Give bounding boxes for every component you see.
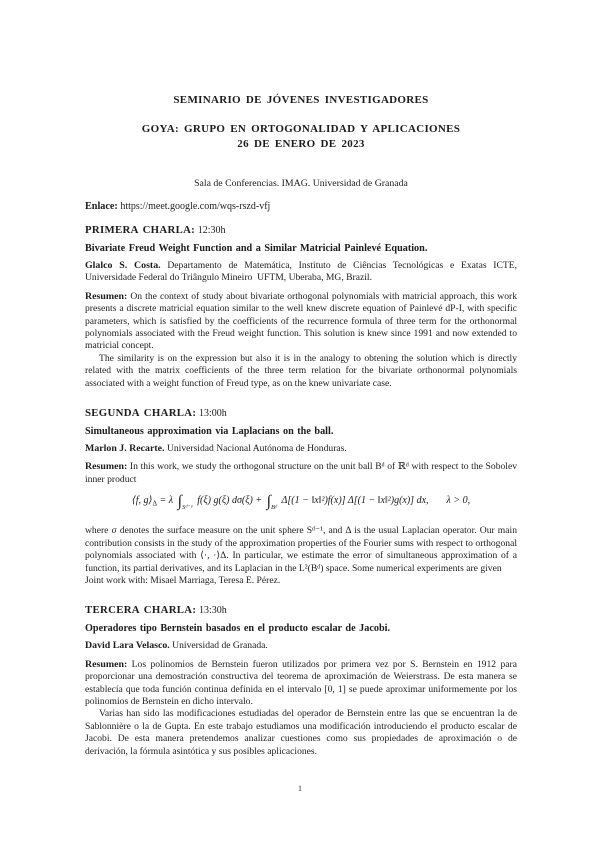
link-label: Enlace: — [85, 201, 118, 212]
event-title-block — [85, 122, 517, 152]
talk-1-affiliation: Departamento de Matemática, Instituto de Ciências Tecnológicas e Exatas ICTE, Universidade Federal do Triângulo Mineiro UFTM, Uberaba, MG, Brazil. — [85, 260, 518, 284]
integral-sphere-domain: Sᵈ⁻¹ — [181, 504, 193, 512]
event-date: 26 DE ENERO DE 2023 — [237, 138, 365, 150]
talk-2-resumen-label: Resumen: — [85, 461, 128, 473]
integral-ball-domain: Bᵈ — [270, 504, 278, 512]
talk-1-abstract-1-text: On the context of study about bivariate orthogonal polynomials with matricial approach, this work presents a discrete matricial equation similar to the well knew discrete equation of Painlevé dP-I, with specific parameters, which is satisfied by the coefficients of the recurrence formula of three term for the orthonormal polynomials associated with the Freud weight function. This solution is knew since 1991 and now extended to matricial concept. — [85, 290, 517, 352]
talk-3-resumen-label: Resumen: — [85, 658, 128, 670]
meeting-link[interactable]: https://meet.google.com/wqs-rszd-vfj — [120, 201, 271, 212]
venue-line: Sala de Conferencias. IMAG. Universidad de Granada — [194, 178, 408, 189]
talk-1-speaker-line — [85, 260, 517, 285]
formula-lhs-sub: Δ — [152, 499, 157, 508]
talk-1-speaker: Glalco S. Costa. — [85, 260, 161, 271]
talk-1-abstract-1 — [85, 291, 517, 353]
talk-3-time: 13:30h — [198, 605, 227, 617]
talk-2-abstract-intro-text: In this work, we study the orthogonal structure on the unit ball Bᵈ of ℝᵈ with respect to the Sobolev inner product — [85, 461, 518, 485]
talk-3-speaker-line — [85, 640, 517, 652]
sobolev-inner-product-formula — [85, 491, 517, 518]
integral-sign-sphere: ∫ — [177, 493, 182, 511]
talk-1-heading-label: PRIMERA CHARLA: — [85, 224, 196, 236]
talk-3-abstract-1-text: Los polinomios de Bernstein fueron utilizados por primera vez por S. Bernstein en 1912 para proporcionar una demostración constructiva del teorema de aproximación de Weierstrass. De esta manera se establecía que toda función continua definida en el intervalo [0, 1] se puede aproximar uniformemente por los polinomios de Bernstein en dicho intervalo. — [85, 658, 517, 707]
formula-condition: λ > 0, — [446, 495, 471, 507]
page-number: 1 — [297, 784, 303, 793]
talk-3-section — [85, 604, 517, 758]
talk-2-speaker: Marlon J. Recarte. — [85, 443, 165, 455]
formula-mid-2: Δ[(1 − ‖x‖²)f(x)] Δ[(1 − ‖x‖²)g(x)] dx, — [279, 495, 429, 507]
formula-lhs: ⟨f, g⟩ — [131, 495, 153, 507]
formula-mid-1: f(ξ) g(ξ) dσ(ξ) + — [194, 495, 265, 507]
talk-1-time: 12:30h — [197, 225, 226, 236]
meeting-link-line — [85, 201, 517, 212]
talk-2-affiliation: Universidad Nacional Autónoma de Honduras. — [166, 443, 347, 455]
talk-3-abstract-1 — [85, 659, 517, 709]
talk-2-heading-label: SEGUNDA CHARLA: — [85, 407, 197, 420]
talk-3-speaker: David Lara Velasco. — [85, 640, 170, 652]
talk-1-resumen-label: Resumen: — [85, 290, 128, 302]
talk-2-heading — [85, 407, 517, 419]
formula-eq: = λ — [156, 495, 176, 507]
talk-2-abstract-intro — [85, 461, 517, 486]
talk-3-abstract-2: Varias han sido las modificaciones estudiadas del operador de Bernstein entre las que se encuentran la de Sablonnière o la de Gupta. En este trabajo estudiamos una modificación introduciendo el producto escalar de Jacobi. De esta manera pretendemos analizar cuestiones como sus propiedades de aproximación o de derivación, la fórmula asintótica y sus posibles aplicaciones. — [85, 708, 517, 757]
talk-1-heading — [85, 224, 517, 236]
talk-2-time: 13:00h — [198, 408, 227, 420]
talk-3-heading-label: TERCERA CHARLA: — [85, 604, 197, 617]
talk-2-section — [85, 407, 517, 587]
talk-2-speaker-line — [85, 443, 517, 455]
integral-sign-ball: ∫ — [266, 493, 271, 511]
talk-2-joint-work: Joint work with: Misael Marriaga, Teresa E. Pérez. — [85, 574, 281, 586]
seminar-title: SEMINARIO DE JÓVENES INVESTIGADORES — [173, 94, 429, 106]
talk-1-section — [85, 224, 517, 390]
talk-1-abstract-2: The similarity is on the expression but also it is in the analogy to obtening the solution which is directly related with the matrix coefficients of the three term relation for the bivariate orthonormal polynomials associated with a weight function of Freud type, as on the knew univariate case. — [85, 352, 517, 389]
document-content — [85, 0, 517, 758]
event-title: GOYA: GRUPO EN ORTOGONALIDAD Y APLICACIONES — [141, 123, 461, 135]
talk-3-heading — [85, 604, 517, 616]
talk-2-abstract-post: where σ denotes the surface measure on the unit sphere Sᵈ⁻¹, and Δ is the usual Laplacian operator. Our main contribution consists in the study of the approximation properties of the Fourier sums with respect to orthogonal polynomials associated with ⟨·, ·⟩Δ. In particular, we estimate the error of simultaneous approximation of a function, its partial derivatives, and its Laplacian in the L²(Bᵈ) space. Some numerical experiments are given — [85, 525, 517, 574]
talk-3-title: Operadores tipo Bernstein basados en el producto escalar de Jacobi. — [85, 623, 391, 635]
talk-2-title: Simultaneous approximation via Laplacians on the ball. — [85, 426, 334, 438]
talk-3-affiliation: Universidad de Granada. — [172, 640, 268, 652]
talk-1-title: Bivariate Freud Weight Function and a Similar Matricial Painlevé Equation. — [85, 243, 428, 254]
